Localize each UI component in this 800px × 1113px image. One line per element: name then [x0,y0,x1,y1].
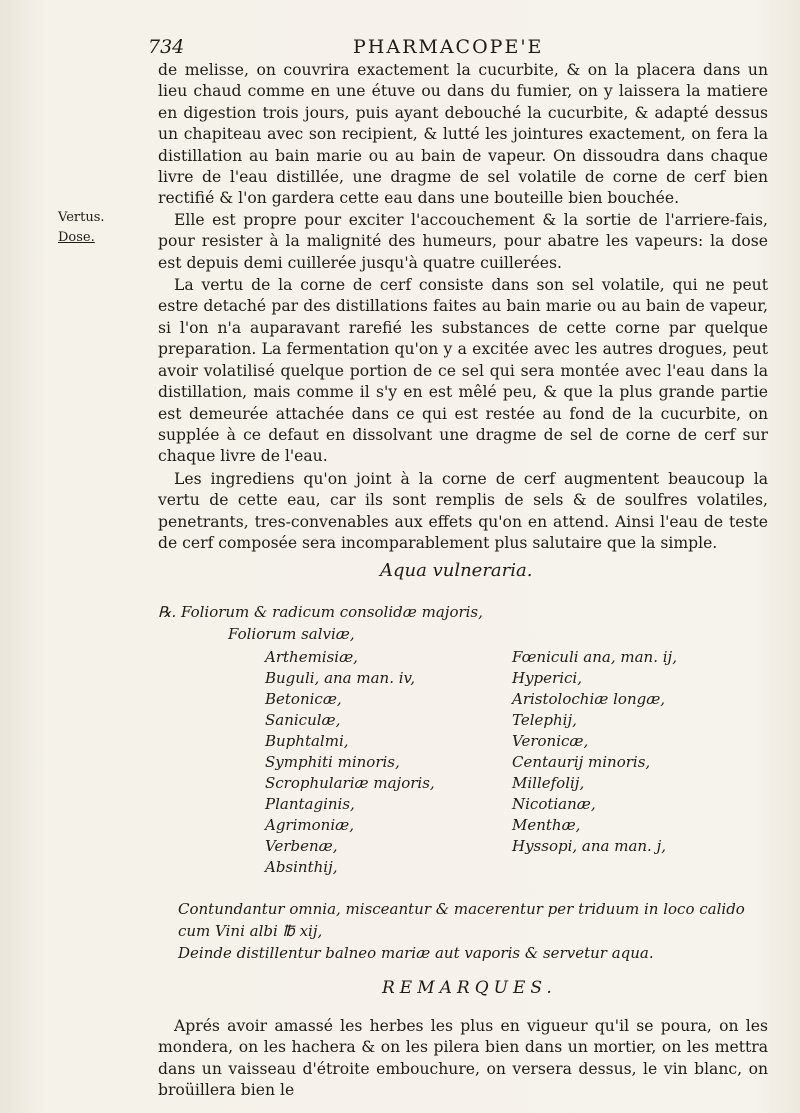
ingredient: Scrophulariæ majoris, [265,774,435,792]
paragraph: La vertu de la corne de cerf consiste dans son sel volatile, qui ne peut estre detaché par des distillations faites au bain marie ou au bain de vapeur, si l'on n'a auparavant rarefié les substances de cette corne par quelque preparation. La fermentation qu'on y a excitée avec les autres drogues, peut avoir volatilisé quelque portion de ce sel qui sera montée avec l'eau dans la distillation, mais comme il s'y en est mêlé peu, & que la plus grande partie est demeurée attachée dans ce qui est restée au fond de la cucurbite, on supplée à ce defaut en dissolvant une dragme de sel de corne de cerf sur chaque livre de l'eau. [158,276,768,466]
page-header [148,36,760,62]
recipe-title: Aqua vulneraria. [380,560,533,581]
paragraph: Les ingrediens qu'on joint à la corne de cerf augmentent beaucoup la vertu de cette eau, car ils sont remplis de sels & de soulfres volatiles, penetrants, tres-convenables aux effets qu'on en attend. Ainsi l'eau de teste de cerf composée sera incomparablement plus salutaire que la simple. [158,469,768,552]
remarques-text [158,1016,768,1102]
ingredient: Menthæ, [512,816,581,834]
ingredient: Plantaginis, [265,795,355,813]
ingredient: Absinthij, [265,858,338,876]
recipe-second-line: Foliorum salviæ, [228,625,355,643]
paragraph: de melisse, on couvrira exactement la cucurbite, & on la placera dans un lieu chaud comme en une étuve ou dans du fumier, on y laissera la matiere en digestion trois jours, puis ayant debouché la cucurbite, & adapté dessus un chapiteau avec son recipient, & lutté les jointures exactement, on fera la distillation au bain marie ou au bain de vapeur. On dissoudra dans chaque livre de l'eau distillée, une dragme de sel volatile de corne de cerf bien rectifié & l'on gardera cette eau dans une bouteille bien bouchée. [158,61,768,208]
ingredient: Symphiti minoris, [265,753,400,771]
ingredient: Aristolochiæ longæ, [512,690,666,708]
ingredient: Verbenæ, [265,837,338,855]
ingredient: Hyssopi, ana man. j, [512,837,667,855]
ingredient: Saniculæ, [265,711,341,729]
ingredient: Arthemisiæ, [265,648,358,666]
ingredient: Buguli, ana man. iv, [265,669,416,687]
ingredient: Centaurij minoris, [512,753,651,771]
recipe-first-line: ℞. Foliorum & radicum consolidæ majoris, [158,603,483,621]
ingredient: Millefolij, [512,774,585,792]
main-text-block [158,60,768,554]
paragraph: Aprés avoir amassé les herbes les plus en vigueur qu'il se poura, on les mondera, on les hachera & on les pilera bien dans un mortier, on les mettra dans un vaisseau d'étroite embouchure, on versera dessus, le vin blanc, on broüillera bien le [158,1017,768,1100]
recipe-instruction: Contundantur omnia, misceantur & macerentur per triduum in loco calido cum Vini albi ℔ xij, [178,900,745,940]
paragraph: Elle est propre pour exciter l'accouchement & la sortie de l'arriere-fais, pour resister à la malignité des humeurs, pour abatre les vapeurs: la dose est depuis demi cuillerée jusqu'à quatre cuillerées. [158,210,768,272]
recipe-instruction: Deinde distillentur balneo mariæ aut vaporis & servetur aqua. [178,944,654,962]
ingredient: Telephij, [512,711,577,729]
ingredient: Hyperici, [512,669,582,687]
page-number: 734 [148,36,185,58]
ingredient: Buphtalmi, [265,732,349,750]
ingredient: Fœniculi ana, man. ij, [512,648,677,666]
margin-note-vertus: Vertus. [58,210,105,225]
ingredients-right-column [512,647,677,857]
remarques-heading: REMARQUES. [382,978,557,998]
running-head: PHARMACOPE'E [353,36,544,58]
margin-notes [58,208,105,248]
margin-note-dose: Dose. [58,230,95,245]
ingredient: Veronicæ, [512,732,589,750]
ingredients-left-column [265,647,435,878]
ingredient: Betonicæ, [265,690,342,708]
ingredient: Agrimoniæ, [265,816,354,834]
ingredient: Nicotianæ, [512,795,596,813]
